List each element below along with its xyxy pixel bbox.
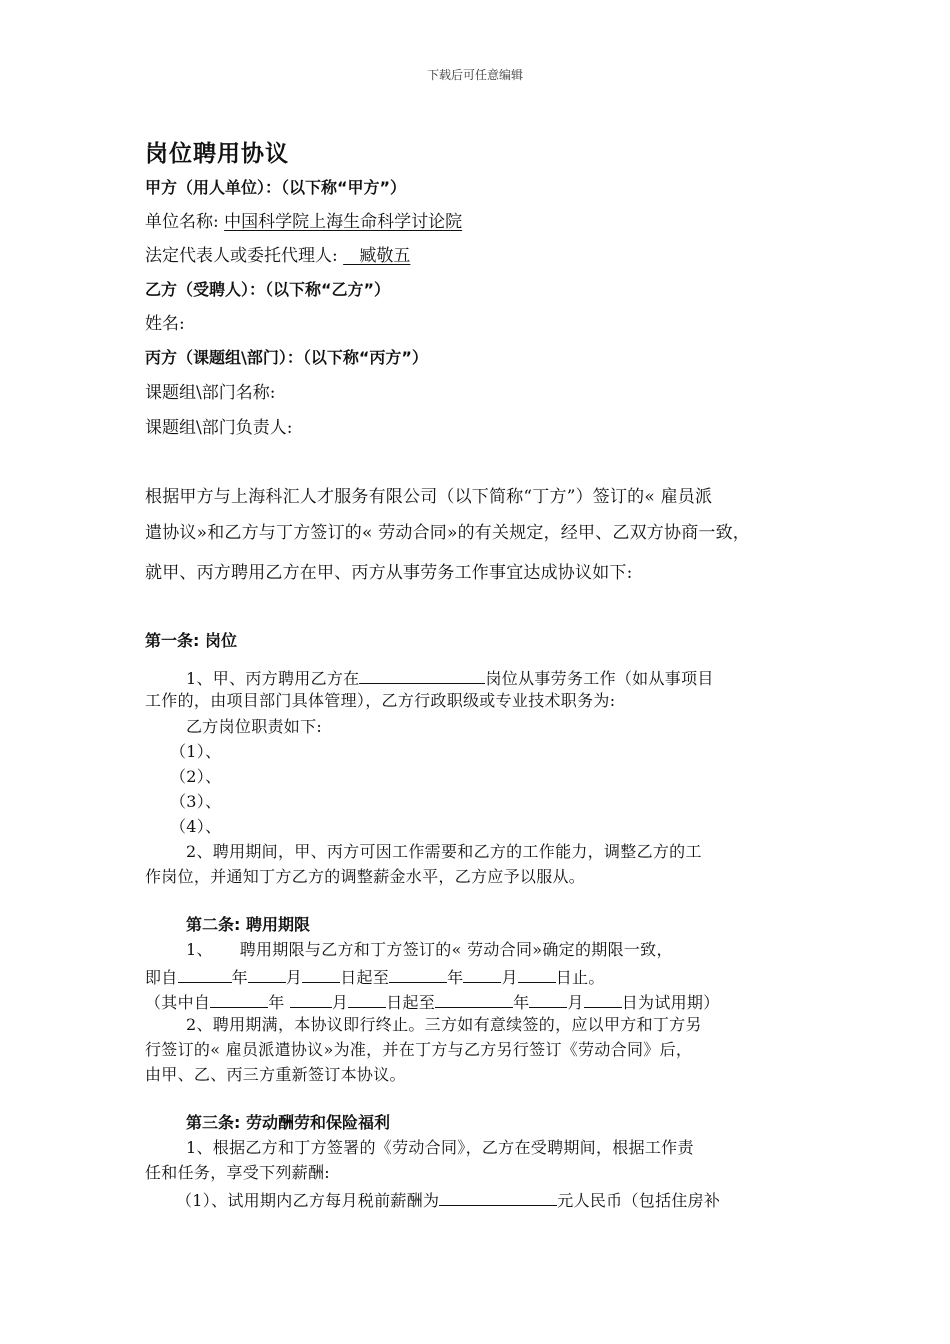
day-to-label: 日起至 xyxy=(386,993,436,1012)
party-a-rep-value: 臧敬五 xyxy=(343,246,411,266)
term-dates-row xyxy=(145,964,605,989)
article-1-para-1-end: 岗位从事劳务工作（如从事项目 xyxy=(485,669,714,688)
position-blank xyxy=(359,665,485,684)
intro-line-3: 就甲、丙方聘用乙方在甲、丙方从事劳务工作事宜达成协议如下: xyxy=(145,563,633,583)
party-a-org-label: 单位名称: xyxy=(145,212,225,232)
article-1-para-2-line-2: 作岗位，并通知丁方乙方的调整薪金水平，乙方应予以服从。 xyxy=(145,867,586,886)
article-2-para-2-line-3: 由甲、乙、丙三方重新签订本协议。 xyxy=(145,1065,406,1084)
term-start-month-blank xyxy=(248,964,286,983)
term-end-day-blank xyxy=(518,964,556,983)
party-a-org-row xyxy=(145,211,462,233)
salary-unit-label: 元人民币（包括住房补 xyxy=(557,1191,721,1210)
article-2-para-1-line-1: 1、 聘用期限与乙方和丁方签订的« 劳动合同»确定的期限一致， xyxy=(186,940,673,959)
article-1-para-1-line-2: 工作的，由项目部门具体管理），乙方行政职级或专业技术职务为: xyxy=(145,691,616,710)
article-1-para-2-line-1: 2、聘用期间，甲、丙方可因工作需要和乙方的工作能力，调整乙方的工 xyxy=(186,842,702,861)
party-a-heading: 甲方（用人单位）：（以下称“甲方”） xyxy=(145,178,407,197)
probation-start-year-blank xyxy=(210,989,268,1008)
article-2-para-2-line-1: 2、聘用期满，本协议即行终止。三方如有意续签的，应以甲方和丁方另 xyxy=(186,1015,702,1034)
term-from-label: 即自 xyxy=(145,968,178,987)
article-2-title: 第二条: 聘用期限 xyxy=(186,915,310,934)
party-c-dept-label: 课题组\部门名称: xyxy=(145,383,276,403)
party-c-heading: 丙方（课题组\部门）：（以下称“丙方”） xyxy=(145,348,428,367)
article-3-para-1-line-1: 1、根据乙方和丁方签署的《劳动合同》，乙方在受聘期间，根据工作责 xyxy=(186,1138,694,1157)
document-title: 岗位聘用协议 xyxy=(145,141,289,167)
year-label: 年 xyxy=(513,993,530,1012)
article-2-para-2-line-2: 行签订的« 雇员派遣协议»为准，并在丁方与乙方另行签订《劳动合同》后， xyxy=(145,1040,693,1059)
party-b-heading: 乙方（受聘人）：（以下称“乙方”） xyxy=(145,280,391,299)
probation-end-month-blank xyxy=(529,989,567,1008)
duty-item-1: （1）、 xyxy=(170,742,222,761)
term-end-month-blank xyxy=(463,964,501,983)
probation-start-month-blank xyxy=(290,989,332,1008)
salary-blank xyxy=(439,1187,557,1206)
duty-item-4: （4）、 xyxy=(170,817,222,836)
duty-item-2: （2）、 xyxy=(170,767,222,786)
term-start-year-blank xyxy=(178,964,232,983)
article-3-para-1-line-2: 任和任务，享受下列薪酬: xyxy=(145,1163,330,1182)
day-end-label: 日止。 xyxy=(555,968,605,987)
party-a-org-value: 中国科学院上海生命科学讨论院 xyxy=(224,212,463,232)
term-end-year-blank xyxy=(389,964,447,983)
article-1-title: 第一条: 岗位 xyxy=(145,631,237,650)
year-label: 年 xyxy=(268,993,290,1012)
page-header-note: 下载后可任意编辑 xyxy=(426,68,523,82)
day-to-label: 日起至 xyxy=(340,968,390,987)
party-b-name-label: 姓名: xyxy=(145,314,185,334)
probation-start-day-blank xyxy=(348,989,386,1008)
article-1-para-1-line-1 xyxy=(186,665,714,690)
party-c-lead-label: 课题组\部门负责人: xyxy=(145,418,293,438)
party-a-rep-label: 法定代表人或委托代理人: xyxy=(145,246,344,266)
probation-from-label: （其中自 xyxy=(145,993,211,1012)
probation-dates-row xyxy=(145,989,720,1014)
duty-item-3: （3）、 xyxy=(170,792,222,811)
intro-line-2: 遣协议»和乙方与丁方签订的« 劳动合同»的有关规定，经甲、乙双方协商一致， xyxy=(145,523,751,543)
month-label: 月 xyxy=(501,968,518,987)
month-label: 月 xyxy=(567,993,584,1012)
probation-end-year-blank xyxy=(435,989,513,1008)
article-3-para-2-line-1 xyxy=(176,1187,720,1212)
year-label: 年 xyxy=(447,968,464,987)
probation-end-label: 日为试用期） xyxy=(621,993,720,1012)
intro-line-1: 根据甲方与上海科汇人才服务有限公司（以下简称“丁方”）签订的« 雇员派 xyxy=(145,487,713,507)
month-label: 月 xyxy=(285,968,303,987)
term-start-day-blank xyxy=(302,964,340,983)
probation-end-day-blank xyxy=(584,989,622,1008)
duties-label: 乙方岗位职责如下: xyxy=(186,717,323,736)
party-a-rep-row xyxy=(145,245,410,267)
month-label: 月 xyxy=(331,993,349,1012)
salary-label: （1）、试用期内乙方每月税前薪酬为 xyxy=(176,1191,440,1210)
article-3-title: 第三条: 劳动酬劳和保险福利 xyxy=(186,1113,390,1132)
year-label: 年 xyxy=(231,968,248,987)
article-1-para-1-start: 1、甲、丙方聘用乙方在 xyxy=(186,669,360,688)
